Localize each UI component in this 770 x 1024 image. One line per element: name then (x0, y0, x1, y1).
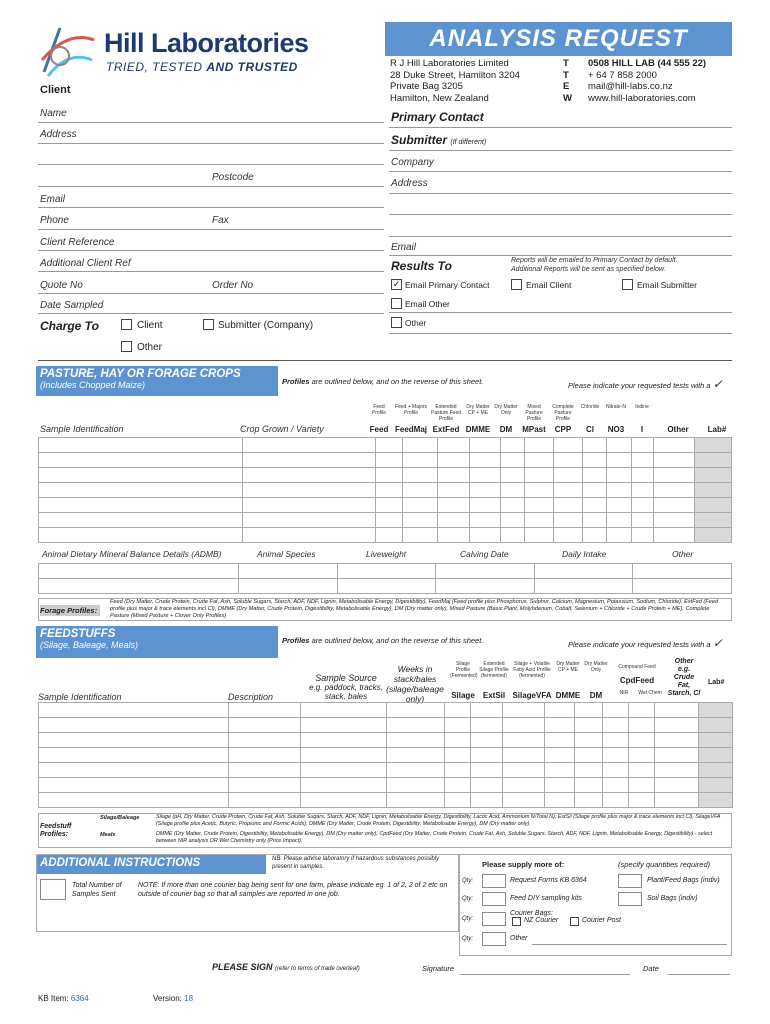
meals-sub-label: Meals (100, 832, 116, 838)
pasture-test-head: Mixed Pasture Profile (525, 404, 543, 422)
table-row[interactable] (39, 718, 733, 733)
charge-client-checkbox[interactable] (121, 319, 132, 330)
feed-tick-note: Please indicate your requested tests with a ✓ (568, 636, 723, 650)
feed-test-code: ExtSil (482, 691, 506, 700)
qty-label: Qty: (462, 878, 474, 884)
date-sign-field[interactable] (668, 974, 730, 975)
pasture-test-code: ExtFed (432, 425, 460, 434)
logo-name: Hill Laboratories (104, 28, 309, 58)
results-to-heading: Results To (391, 259, 452, 273)
version: Version: 18 (153, 994, 194, 1003)
date-field[interactable] (38, 313, 384, 314)
table-row[interactable] (39, 468, 732, 483)
company-label: Company (391, 157, 434, 168)
order-label: Order No (212, 280, 254, 291)
quote-label: Quote No (40, 280, 83, 291)
feed-source-label: Sample Source e.g. paddock, tracks, stack, bales (309, 673, 383, 701)
feed-lab-label: Lab# (708, 679, 725, 686)
qty-box[interactable] (618, 874, 642, 888)
qty-box[interactable] (482, 892, 506, 906)
page-title: ANALYSIS REQUEST (385, 22, 732, 56)
company-field[interactable] (389, 171, 732, 172)
table-row[interactable] (39, 793, 733, 808)
feed-weeks-label: Weeks in stack/bales (silage/baleage only) (386, 664, 444, 704)
charge-other-checkbox[interactable] (121, 341, 132, 352)
feed-profiles-note: Profiles are outlined below, and on the reverse of this sheet. (282, 636, 484, 645)
table-row[interactable] (39, 528, 732, 543)
qty-box[interactable] (482, 874, 506, 888)
divider (389, 127, 732, 128)
feed-test-code: SilageVFA (512, 691, 552, 700)
email-primary-checkbox[interactable]: ✓ (392, 279, 401, 289)
silage-text: Silage (pH, Dry Matter, Crude Protein, Crude Fat, Ash, Soluble Sugars, Starch, ADF, NDF, Lignin, Metabolisable Energy, Digestibility, Lactic Acid, Ammonium N/Total N), ExtSil (Silage profile plus major & trace elements incl Cl), SilageVFA (Silage profile plus Acetic, Butyric, Propionic and Formic Acids), DMME (Dry Matter, Crude Protein, Digestibility, Metabolisable Energy), DM (Dry matter only) (156, 814, 721, 827)
contact-values: 0508 HILL LAB (44 555 22) + 64 7 858 2000 mail@hill-labs.co.nz www.hill-laboratories.com (588, 58, 707, 104)
pasture-banner: PASTURE, HAY OR FORAGE CROPS (Includes Chopped Maize) (36, 366, 278, 396)
signature-field[interactable] (460, 974, 630, 975)
fax-label: Fax (212, 215, 229, 226)
pasture-test-code: CPP (554, 425, 572, 434)
pasture-test-head: Chloride (580, 404, 600, 410)
pasture-test-head: Feed + Majors Profile (394, 404, 428, 416)
phone-field[interactable] (38, 229, 384, 230)
feed-test-head: Dry Matter Only (584, 661, 608, 673)
supply-item: Request Forms KB 6364 (510, 877, 587, 884)
pasture-test-head: Extended Pasture Feed Profile (430, 404, 462, 422)
supply-spec: (specify quantities required) (618, 860, 711, 869)
pasture-test-code: Lab# (707, 425, 727, 434)
forage-profiles-label: Forage Profiles: (40, 605, 100, 616)
contact-keys: T T E W (563, 58, 572, 104)
table-row[interactable] (39, 483, 732, 498)
email-submitter-checkbox[interactable] (622, 279, 633, 290)
quote-field[interactable] (38, 293, 384, 294)
admb-col: Animal Dietary Mineral Balance Details (ADMB) (42, 549, 222, 559)
feed-test-head: Silage + Volatile Fatty Acid Profile (fermented) (513, 661, 551, 679)
admb-col: Calving Date (460, 549, 509, 559)
email-other-checkbox[interactable] (391, 298, 402, 309)
client-ref-field[interactable] (38, 250, 384, 251)
nz-courier-checkbox[interactable] (512, 917, 521, 926)
feed-desc-label: Description (228, 692, 274, 702)
pasture-test-code: FeedMaj (394, 425, 427, 434)
address-label: Address (40, 129, 77, 140)
hill-labs-logo-icon (38, 20, 96, 78)
pasture-crop-label: Crop Grown / Variety (240, 424, 324, 434)
email-submitter-label: Email Submitter (637, 280, 697, 290)
feed-test-head: Dry Matter CP + ME (556, 661, 580, 673)
pasture-sample-table[interactable] (38, 437, 732, 543)
feed-test-head: Silage Profile (Fermented) (450, 661, 478, 679)
feed-wet-label: Wet Chem (638, 690, 662, 696)
qty-box[interactable] (618, 892, 642, 906)
add-ref-field[interactable] (38, 271, 384, 272)
feed-test-head: Extended Silage Profile (fermented) (479, 661, 509, 679)
qty-box[interactable] (482, 932, 506, 946)
pasture-profiles-note: Profiles are outlined below, and on the reverse of this sheet. (282, 377, 484, 386)
pasture-test-code: I (640, 425, 644, 434)
section-divider (38, 360, 732, 361)
table-row[interactable] (39, 498, 732, 513)
client-ref-label: Client Reference (40, 237, 115, 248)
name-label: Name (40, 108, 67, 119)
client-heading: Client (40, 84, 71, 96)
feed-sample-table[interactable] (38, 702, 733, 808)
address-field-2[interactable] (38, 164, 384, 165)
charge-client-label: Client (137, 320, 163, 331)
primary-email-label: Email (391, 242, 417, 253)
primary-address-label: Address (391, 178, 428, 189)
email-label: Email (40, 194, 66, 205)
feed-test-head: Compound Feed (618, 664, 656, 670)
qty-label: Qty: (462, 896, 474, 902)
additional-banner: ADDITIONAL INSTRUCTIONS (36, 854, 266, 874)
date-sign-label: Date (643, 964, 659, 973)
feed-test-code: CpdFeed (619, 676, 655, 685)
logo-tagline: TRIED, TESTED AND TRUSTED (106, 60, 298, 74)
total-samples-box[interactable] (40, 879, 66, 900)
admb-col: Daily Intake (562, 549, 607, 559)
feed-other-label: Other e.g. Crude Fat, Starch, Cl (667, 658, 701, 697)
postcode-field[interactable] (38, 186, 384, 187)
admb-table[interactable] (38, 563, 732, 594)
sign-label: PLEASE SIGN (refer to terms of trade overleaf) (212, 962, 360, 972)
table-row[interactable] (39, 513, 732, 528)
results-other-label: Other (405, 318, 427, 328)
submitter-field[interactable] (389, 150, 732, 151)
phone-label: Phone (40, 215, 69, 226)
results-other-checkbox[interactable] (391, 317, 402, 328)
pasture-test-code: Feed (369, 425, 389, 434)
pasture-test-head: Feed Profile (371, 404, 387, 416)
table-row[interactable] (39, 763, 733, 778)
admb-col: Other (672, 549, 694, 559)
signature-label: Signature (422, 964, 455, 973)
lab-address: R J Hill Laboratories Limited 28 Duke Street, Hamilton 3204 Private Bag 3205 Hamilton, New Zealand (390, 58, 520, 104)
courier-note: NOTE: If more than one courier bag being sent for one farm, please indicate eg. 1 of 2, 2 of 2 etc on outside of courier bag so that all samples are reported in one job. (138, 882, 448, 898)
primary-address-field-2[interactable] (389, 214, 732, 215)
silage-sub-label: Silage/Baleage (100, 815, 140, 821)
supply-item: Other (510, 935, 528, 942)
table-row[interactable] (39, 453, 732, 468)
pasture-test-head: Iodine (635, 404, 649, 410)
courier-post-label: Courier Post (582, 917, 621, 924)
results-other-field[interactable] (389, 333, 732, 334)
email-field[interactable] (38, 207, 384, 208)
email-client-checkbox[interactable] (511, 279, 522, 290)
supply-heading: Please supply more of: (482, 860, 565, 869)
feed-nir-label: NIR (619, 690, 629, 696)
add-ref-label: Additional Client Ref (40, 258, 131, 269)
pasture-test-head: Nitrate-N (605, 404, 626, 410)
pasture-tick-note: Please indicate your requested tests with a ✓ (568, 377, 723, 391)
qty-box[interactable] (482, 912, 506, 926)
primary-address-field[interactable] (389, 193, 732, 194)
supply-item: Feed DIY sampling kits (510, 895, 582, 902)
hazard-note: NB. Please advise laboratory if hazardous substances possibly present in samples. (272, 856, 440, 870)
charge-submitter-label: Submitter (Company) (218, 320, 314, 331)
feed-profiles-label: Feedstuff Profiles: (40, 823, 72, 838)
pasture-test-code: Cl (586, 425, 594, 434)
primary-address-field-3[interactable] (389, 236, 732, 237)
admb-col: Animal Species (257, 549, 316, 559)
table-row[interactable] (39, 733, 733, 748)
results-note: Reports will be emailed to Primary Contact by default. Additional Reports will be sent as specified below. (511, 257, 678, 273)
courier-post-checkbox[interactable] (570, 917, 579, 926)
forage-profiles-text: Feed (Dry Matter, Crude Protein, Crude Fat, Ash, Soluble Sugars, Starch, ADF, NDF, Lignin, Metabolisable Energy, Digestibility), FeedMaj (Feed profile plus Phosphorus, Sulphur, Calcium, Magnesium, Potassium, Sodium, Chloride), ExtFed (Feed profile plus major & trace elements incl Cl), DMME (Dry Matter, Crude Protein, Digestibility, Metabolisable Energy), DM (Dry matter only), Mixed Pasture (Basic Plant, Molybdenum, Cobalt, Selenium + Chloride + Crude Protein + ME), Complete Pasture (Mixed Pasture + Clover Only Profiles) (110, 599, 719, 619)
supply-item-right: Soil Bags (indiv) (647, 895, 698, 902)
postcode-label: Postcode (212, 172, 254, 183)
supply-other-field[interactable] (532, 944, 727, 945)
pasture-test-head: Dry Matter CP + ME (466, 404, 490, 416)
supply-item-right: Plant/Feed Bags (indiv) (647, 877, 720, 884)
meals-text: DMME (Dry Matter, Crude Protein, Digestibility, Metabolisable Energy), DM (Dry matter only), CpdFeed (Dry Matter, Crude Protein, Crude Fat, Ash, Soluble Sugars, Starch, ADF, NDF, Lignin, Metabolisable Energy, Digestibility) - select between NIR analysis OR Wet Chemistry only (Price Impact). (156, 831, 713, 844)
total-samples-label: Total Number of Samples Sent (72, 882, 122, 898)
feed-test-code: DM (589, 691, 603, 700)
pasture-test-code: MPast (522, 425, 546, 434)
charge-other-label: Other (137, 342, 163, 353)
charge-to-label: Charge To (40, 319, 99, 333)
date-label: Date Sampled (40, 300, 104, 311)
email-other-label: Email Other (405, 299, 450, 309)
table-row[interactable] (39, 748, 733, 763)
table-row[interactable] (39, 438, 732, 453)
feed-test-code: DMME (555, 691, 581, 700)
pasture-test-code: NO3 (607, 425, 625, 434)
feed-sample-id-label: Sample Identification (38, 692, 122, 702)
name-field[interactable] (38, 122, 384, 123)
feedstuffs-banner: FEEDSTUFFS (Silage, Baleage, Meals) (36, 626, 278, 658)
table-row[interactable] (39, 703, 733, 718)
primary-contact-heading: Primary Contact (391, 110, 484, 124)
nz-courier-label: NZ Courier (524, 917, 559, 924)
pasture-test-code: DMME (465, 425, 491, 434)
pasture-test-code: DM (499, 425, 513, 434)
address-field[interactable] (38, 143, 384, 144)
feed-test-code: Silage (451, 691, 475, 700)
qty-label: Qty: (462, 916, 474, 922)
pasture-sample-id-label: Sample Identification (40, 424, 124, 434)
email-client-label: Email Client (526, 280, 572, 290)
supply-item: Courier Bags: (510, 910, 553, 917)
pasture-test-head: Dry Matter Only (494, 404, 518, 416)
pasture-test-head: Complete Pasture Profile (552, 404, 574, 422)
kb-item: KB Item: 6364 (38, 994, 89, 1003)
primary-email-field[interactable] (389, 255, 732, 256)
email-primary-label: Email Primary Contact (405, 280, 490, 290)
email-other-field[interactable] (389, 312, 732, 313)
pasture-test-code: Other (667, 425, 689, 434)
table-row[interactable] (39, 778, 733, 793)
admb-col: Liveweight (366, 549, 407, 559)
submitter-label: Submitter (If different) (391, 133, 487, 147)
qty-label: Qty: (462, 936, 474, 942)
charge-submitter-checkbox[interactable] (203, 319, 214, 330)
